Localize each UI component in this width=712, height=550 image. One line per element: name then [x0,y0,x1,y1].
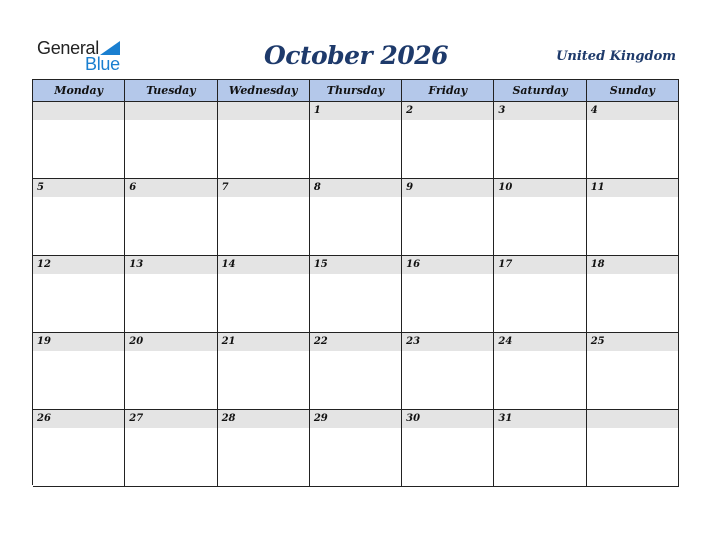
day-cell [218,256,310,333]
weekday-tuesday: Tuesday [125,80,217,102]
day-cell [310,179,402,256]
week-row-4 [33,333,679,410]
day-cell [310,333,402,410]
day-number: 20 [129,336,144,347]
day-number: 26 [37,413,51,424]
day-cell [310,256,402,333]
day-number: 7 [221,182,229,193]
day-cell [33,333,125,410]
day-cell [33,102,125,179]
day-cell [125,179,217,256]
day-number: 25 [590,336,605,347]
day-cell [587,333,679,410]
day-cell [33,179,125,256]
day-cell [402,333,494,410]
day-number: 15 [313,259,328,270]
day-cell [587,179,679,256]
day-number: 8 [313,182,321,193]
day-number: 6 [129,182,137,193]
day-cell [587,256,679,333]
day-cell [218,179,310,256]
day-number: 1 [313,105,321,116]
day-cell [125,256,217,333]
day-number: 19 [37,336,51,347]
day-cell [218,410,310,487]
day-number: 14 [221,259,236,270]
day-number: 31 [498,413,513,424]
day-cell [402,410,494,487]
day-cell [587,410,679,487]
day-cell [310,410,402,487]
day-cell [402,256,494,333]
week-row-1 [33,102,679,179]
calendar-grid [32,79,679,485]
weekday-wednesday: Wednesday [218,80,310,102]
day-number: 22 [313,336,328,347]
day-number: 5 [37,182,44,193]
day-number: 9 [406,182,414,193]
day-cell [125,333,217,410]
day-cell [494,410,586,487]
week-row-2 [33,179,679,256]
day-number: 21 [221,336,236,347]
day-number: 24 [498,336,513,347]
day-number: 10 [498,182,513,193]
weekday-friday: Friday [402,80,494,102]
day-cell [494,333,586,410]
day-cell [125,102,217,179]
weekday-saturday: Saturday [494,80,586,102]
day-cell [218,102,310,179]
day-number: 29 [313,413,328,424]
day-number: 23 [406,336,421,347]
weekday-sunday: Sunday [587,80,679,102]
day-cell [494,256,586,333]
day-cell [402,102,494,179]
day-number: 13 [129,259,144,270]
weekday-monday: Monday [33,80,125,102]
day-cell [33,256,125,333]
day-cell [494,102,586,179]
logo-word-blue: Blue [85,54,120,74]
week-row-3 [33,256,679,333]
day-cell [402,179,494,256]
day-number: 28 [221,413,236,424]
day-cell [125,410,217,487]
calendar-title: October 2026 [263,41,449,70]
weekday-header-row [33,80,679,102]
day-cell [218,333,310,410]
logo-word-general: General [37,38,99,58]
day-number: 17 [498,259,513,270]
day-number: 3 [498,105,506,116]
day-number: 27 [129,413,144,424]
country-label: United Kingdom [556,49,676,64]
day-cell [33,410,125,487]
day-number: 2 [406,105,414,116]
day-number: 30 [406,413,421,424]
day-cell [310,102,402,179]
day-cell [587,102,679,179]
week-row-5 [33,410,679,487]
day-number: 18 [590,259,605,270]
day-number: 16 [406,259,421,270]
day-number: 4 [590,105,598,116]
weekday-thursday: Thursday [310,80,402,102]
day-number: 11 [590,182,605,193]
day-cell [494,179,586,256]
day-number: 12 [37,259,51,270]
